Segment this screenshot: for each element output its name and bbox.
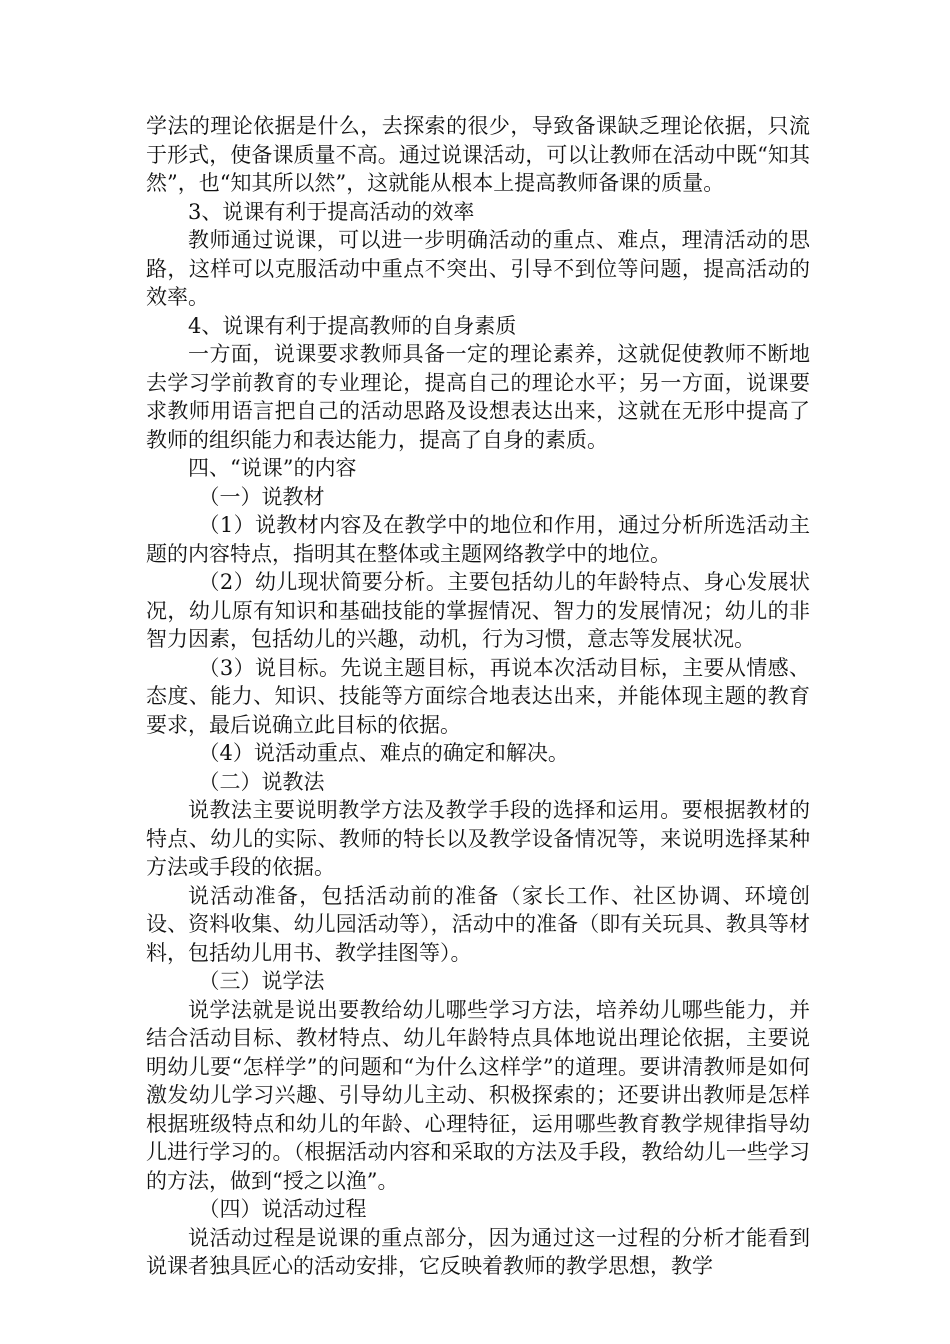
paragraph-quality: 一方面，说课要求教师具备一定的理论素养，这就促使教师不断地去学习学前教育的专业理论，提高自己的理论水平；另一方面，说课要求教师用语言把自己的活动思路及设想表达出来，这就在无形中提高了教师的组织能力和表达能力，提高了自身的素质。 — [146, 342, 810, 452]
heading-3-efficiency: 3、说课有利于提高活动的效率 — [188, 199, 475, 224]
subheading-materials: （一）说教材 — [198, 484, 325, 509]
item-3-goals: （3）说目标。先说主题目标，再说本次活动目标，主要从情感、态度、能力、知识、技能等方面综合地表达出来，并能体现主题的教育要求，最后说确立此目标的依据。 — [146, 655, 810, 737]
paragraph-teaching-method: 说教法主要说明教学方法及教学手段的选择和运用。要根据教材的特点、幼儿的实际、教师的特长以及教学设备情况等，来说明选择某种方法或手段的依据。 — [146, 798, 810, 879]
paragraph-learning-method: 说学法就是说出要教给幼儿哪些学习方法，培养幼儿哪些能力，并结合活动目标、教材特点、幼儿年龄特点具体地说出理论依据，主要说明幼儿要“怎样学”的问题和“为什么这样学”的道理。要讲清教师是如何激发幼儿学习兴趣、引导幼儿主动、积极探索的；还要讲出教师是怎样根据班级特点和幼儿的年龄、心理特征，运用哪些教育教学规律指导幼儿进行学习的。（根据活动内容和采取的方法及手段，教给幼儿一些学习的方法，做到“授之以渔”。 — [146, 997, 810, 1193]
paragraph-process: 说活动过程是说课的重点部分，因为通过这一过程的分析才能看到说课者独具匠心的活动安排，它反映着教师的教学思想，教学 — [146, 1225, 810, 1278]
section-heading-4: 四、“说课”的内容 — [188, 456, 357, 480]
subheading-learning-method: （三）说学法 — [198, 969, 325, 993]
subheading-process: （四）说活动过程 — [198, 1197, 367, 1221]
heading-4-quality: 4、说课有利于提高教师的自身素质 — [188, 313, 517, 338]
paragraph-preparation: 说活动准备，包括活动前的准备（家长工作、社区协调、环境创设、资料收集、幼儿园活动等），活动中的准备（即有关玩具、教具等材料，包括幼儿用书、教学挂图等）。 — [146, 883, 810, 965]
subheading-teaching-method: （二）说教法 — [198, 769, 325, 794]
document-page — [146, 112, 810, 1281]
item-2-children: （2）幼儿现状简要分析。主要包括幼儿的年龄特点、身心发展状况，幼儿原有知识和基础技能的掌握情况、智力的发展情况；幼儿的非智力因素，包括幼儿的兴趣，动机，行为习惯，意志等发展状况。 — [146, 570, 810, 651]
item-1-materials: （1）说教材内容及在教学中的地位和作用，通过分析所选活动主题的内容特点，指明其在整体或主题网络教学中的地位。 — [146, 513, 810, 566]
item-4-keypoints: （4）说活动重点、难点的确定和解决。 — [198, 741, 569, 765]
paragraph-1: 学法的理论依据是什么，去探索的很少，导致备课缺乏理论依据，只流于形式，使备课质量不高。通过说课活动，可以让教师在活动中既“知其然”，也“知其所以然”，这就能从根本上提高教师备课的质量。 — [146, 114, 810, 195]
paragraph-efficiency: 教师通过说课，可以进一步明确活动的重点、难点，理清活动的思路，这样可以克服活动中重点不突出、引导不到位等问题，提高活动的效率。 — [146, 228, 810, 309]
